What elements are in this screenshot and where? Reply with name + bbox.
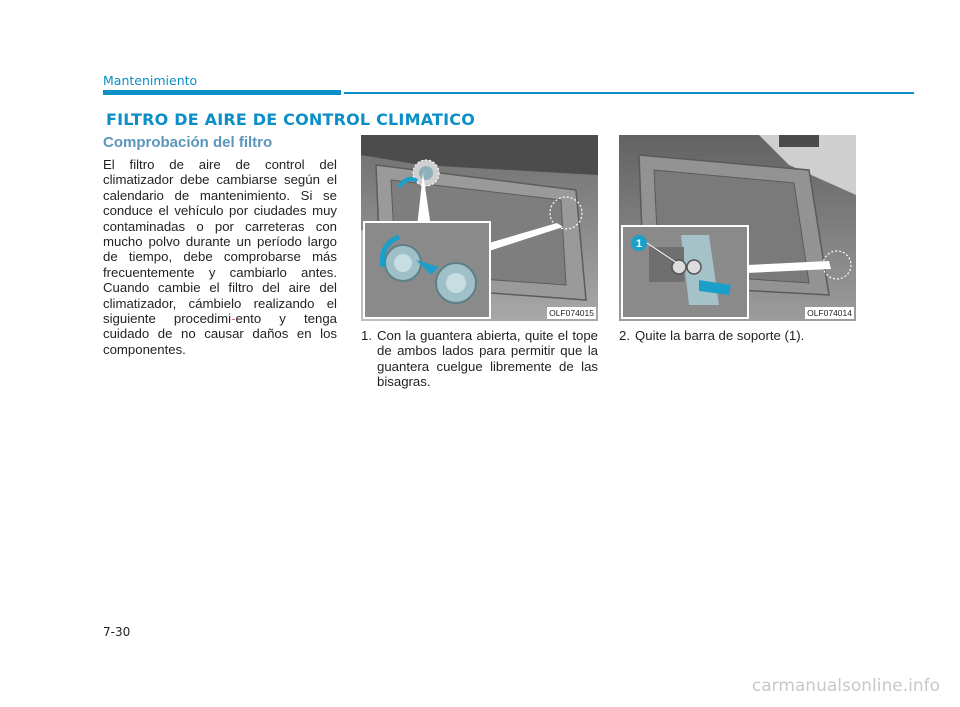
step-text: Quite la barra de soporte (1). [635,328,805,343]
intro-text-tail: ento y tenga cuidado de no causar daños en los componentes. [103,311,338,357]
support-bar-removal-illustration [619,135,856,321]
figure-code: OLF074014 [807,308,852,318]
step-text: Con la guantera abierta, quite el tope de ambos lados para permitir que la guantera cuelgue libremente de las bisagras. [377,328,598,390]
step-number: 2. [619,328,630,343]
step-item [619,328,856,343]
section-subtitle: Comprobación del filtro [103,134,273,151]
step-item [361,328,598,390]
step-number: 1. [361,328,372,343]
figure-code: OLF074015 [549,308,594,318]
callout-number: 1 [635,238,643,250]
section-label: Mantenimiento [103,73,198,88]
page-number: 7-30 [103,625,131,639]
glovebox-stopper-removal-illustration [361,135,598,321]
figure-glovebox-stopper [361,135,598,321]
watermark: carmanualsonline.info [751,676,940,696]
header-rule-thin [344,92,914,94]
intro-text: El filtro de aire de control del climatizador debe cambiarse según el calendario de mantenimiento. Si se conduce el vehículo por ciudades muy contaminadas o por carreteras con mucho polvo durante un período largo de tiempo, debe comprobarse más frecuentemente y cambiarlo antes. Cuando cambie el filtro del aire del climatizador, cámbielo realizando el siguiente procedimi [103,157,337,327]
figure-support-bar [619,135,856,321]
hyphen-mark: - [231,311,236,327]
header-rule-thick [103,90,341,95]
page-title: FILTRO DE AIRE DE CONTROL CLIMATICO [106,110,476,129]
intro-paragraph [103,157,337,357]
